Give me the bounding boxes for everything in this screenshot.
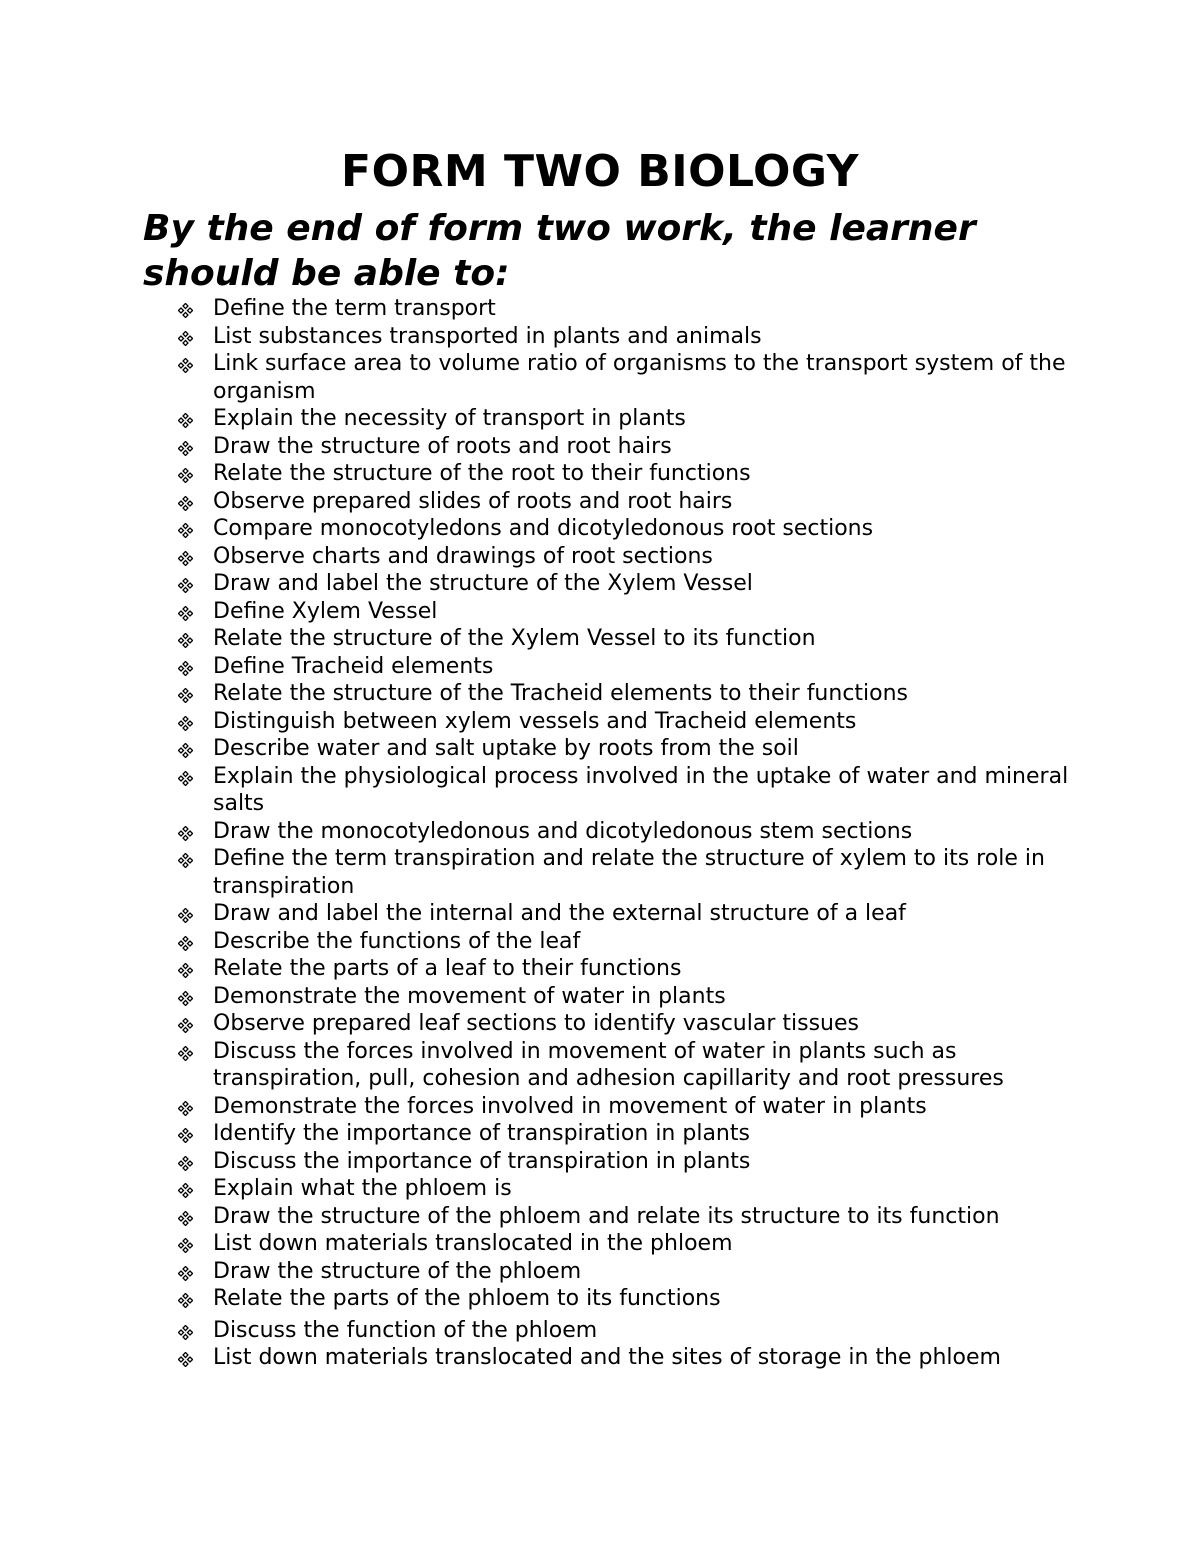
objective-item <box>176 405 1076 433</box>
objective-item <box>176 1120 1076 1148</box>
objective-item <box>176 1093 1076 1121</box>
objective-item <box>176 323 1076 351</box>
diamond-bullet-icon <box>176 1175 196 1202</box>
diamond-bullet-icon <box>176 1203 196 1230</box>
diamond-bullet-icon <box>176 1038 196 1065</box>
diamond-bullet-icon <box>176 625 196 652</box>
objective-item <box>176 1230 1076 1258</box>
objective-item <box>176 955 1076 983</box>
diamond-bullet-icon <box>176 488 196 515</box>
objective-text: Draw the structure of roots and root hairs <box>213 433 672 459</box>
objective-text: Discuss the forces involved in movement of water in plants such as transpiration, pull, cohesion and adhesion capillarity and root pressures <box>213 1038 1004 1091</box>
objective-item <box>176 928 1076 956</box>
objective-text: Define Tracheid elements <box>213 653 494 679</box>
objective-text: Draw and label the internal and the external structure of a leaf <box>213 901 906 926</box>
objective-text: Distinguish between xylem vessels and Tracheid elements <box>213 708 857 734</box>
objective-text: Discuss the function of the phloem <box>213 1317 598 1343</box>
objective-item <box>176 460 1076 488</box>
objective-text: Relate the structure of the root to their functions <box>213 461 751 486</box>
objective-text: Draw the monocotyledonous and dicotyledonous stem sections <box>213 818 913 844</box>
diamond-bullet-icon <box>176 1120 196 1147</box>
diamond-bullet-icon <box>176 543 196 570</box>
diamond-bullet-icon <box>176 323 196 350</box>
objective-text: Explain what the phloem is <box>213 1176 512 1201</box>
diamond-bullet-icon <box>176 1093 196 1120</box>
diamond-bullet-icon <box>176 350 196 377</box>
objective-item <box>176 653 1076 681</box>
objective-text: Explain the physiological process involved in the uptake of water and mineral salts <box>213 763 1069 816</box>
objective-text: Relate the structure of the Xylem Vessel to its function <box>213 626 816 651</box>
objective-text: Describe the functions of the leaf <box>213 928 581 954</box>
diamond-bullet-icon <box>176 405 196 432</box>
objective-item <box>176 598 1076 626</box>
objective-text: Define the term transpiration and relate the structure of xylem to its role in transpiration <box>213 846 1045 899</box>
objective-text: Relate the parts of a leaf to their functions <box>213 956 682 981</box>
diamond-bullet-icon <box>176 515 196 542</box>
objective-item <box>176 680 1076 708</box>
objective-item <box>176 1317 1076 1345</box>
objective-item <box>176 295 1076 323</box>
diamond-bullet-icon <box>176 735 196 762</box>
objective-text: Relate the structure of the Tracheid elements to their functions <box>213 681 909 706</box>
objective-text: Demonstrate the movement of water in plants <box>213 983 726 1009</box>
objective-text: Observe prepared slides of roots and root hairs <box>213 488 733 514</box>
diamond-bullet-icon <box>176 570 196 597</box>
objective-text: Define the term transport <box>213 296 496 321</box>
diamond-bullet-icon <box>176 1148 196 1175</box>
diamond-bullet-icon <box>176 295 196 322</box>
objective-item <box>176 625 1076 653</box>
objective-text: Identify the importance of transpiration in plants <box>213 1121 750 1146</box>
diamond-bullet-icon <box>176 653 196 680</box>
diamond-bullet-icon <box>176 1285 196 1312</box>
objective-item <box>176 1175 1076 1203</box>
objective-text: Explain the necessity of transport in plants <box>213 406 686 431</box>
objective-item <box>176 735 1076 763</box>
objective-text: Draw the structure of the phloem <box>213 1258 582 1284</box>
objective-item <box>176 983 1076 1011</box>
objective-text: Demonstrate the forces involved in movement of water in plants <box>213 1093 927 1119</box>
objective-item <box>176 1258 1076 1286</box>
objective-text: List substances transported in plants and animals <box>213 323 762 349</box>
diamond-bullet-icon <box>176 1010 196 1037</box>
diamond-bullet-icon <box>176 1258 196 1285</box>
diamond-bullet-icon <box>176 1344 196 1371</box>
subtitle: By the end of form two work, the learner should be able to: <box>143 208 976 294</box>
objective-text: Describe water and salt uptake by roots from the soil <box>213 736 799 761</box>
objective-item <box>176 1148 1076 1176</box>
diamond-bullet-icon <box>176 928 196 955</box>
objective-item <box>176 488 1076 516</box>
diamond-bullet-icon <box>176 680 196 707</box>
objective-item <box>176 1285 1076 1313</box>
objective-item <box>176 900 1076 928</box>
objective-item <box>176 708 1076 736</box>
objective-item <box>176 1038 1076 1093</box>
objective-text: List down materials translocated and the sites of storage in the phloem <box>213 1345 1001 1370</box>
objective-text: Observe charts and drawings of root sections <box>213 543 713 569</box>
objective-text: Draw and label the structure of the Xylem Vessel <box>213 571 753 596</box>
objective-text: Define Xylem Vessel <box>213 598 438 624</box>
objective-item <box>176 1010 1076 1038</box>
diamond-bullet-icon <box>176 1317 196 1344</box>
diamond-bullet-icon <box>176 845 196 872</box>
objective-item <box>176 543 1076 571</box>
objective-item <box>176 515 1076 543</box>
diamond-bullet-icon <box>176 1230 196 1257</box>
objective-item <box>176 763 1076 818</box>
diamond-bullet-icon <box>176 818 196 845</box>
objective-text: Draw the structure of the phloem and relate its structure to its function <box>213 1203 1000 1229</box>
diamond-bullet-icon <box>176 983 196 1010</box>
objective-item <box>176 845 1076 900</box>
objective-text: List down materials translocated in the phloem <box>213 1231 733 1256</box>
objective-item <box>176 1344 1076 1372</box>
objective-text: Observe prepared leaf sections to identify vascular tissues <box>213 1011 859 1036</box>
diamond-bullet-icon <box>176 460 196 487</box>
objective-text: Discuss the importance of transpiration in plants <box>213 1148 751 1174</box>
objective-item <box>176 433 1076 461</box>
objective-item <box>176 570 1076 598</box>
objective-item <box>176 818 1076 846</box>
objective-text: Link surface area to volume ratio of organisms to the transport system of the organism <box>213 351 1066 404</box>
objective-text: Relate the parts of the phloem to its functions <box>213 1286 721 1311</box>
page-title: FORM TWO BIOLOGY <box>341 146 859 197</box>
diamond-bullet-icon <box>176 900 196 927</box>
diamond-bullet-icon <box>176 955 196 982</box>
diamond-bullet-icon <box>176 598 196 625</box>
objectives-list <box>176 295 1076 1372</box>
diamond-bullet-icon <box>176 708 196 735</box>
diamond-bullet-icon <box>176 433 196 460</box>
diamond-bullet-icon <box>176 763 196 790</box>
objective-item <box>176 1203 1076 1231</box>
objective-item <box>176 350 1076 405</box>
objective-text: Compare monocotyledons and dicotyledonous root sections <box>213 516 874 541</box>
